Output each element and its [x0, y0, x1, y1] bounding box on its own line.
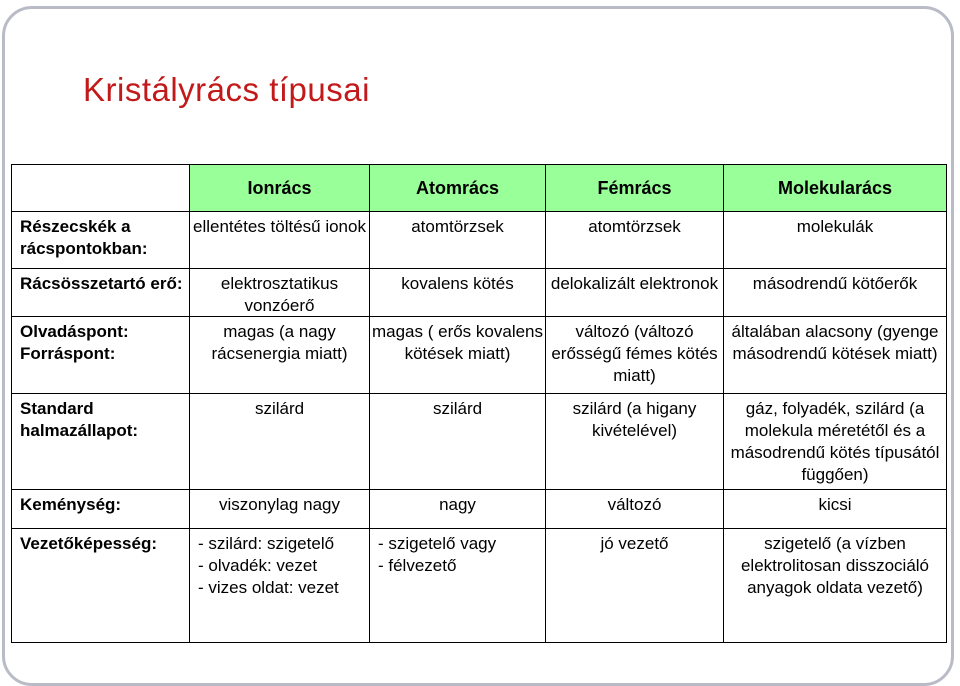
table-cell: szilárd	[190, 394, 370, 490]
table-cell: molekulák	[724, 212, 946, 269]
table-cell: másodrendű kötőerők	[724, 269, 946, 317]
table-cell: magas (a nagy rácsenergia miatt)	[190, 317, 370, 394]
table-cell: atomtörzsek	[546, 212, 724, 269]
table-cell: szilárd (a higany kivételével)	[546, 394, 724, 490]
row-label-state: Standard halmazállapot:	[12, 394, 190, 490]
column-header-atomic: Atomrács	[370, 165, 546, 212]
slide-title: Kristályrács típusai	[83, 71, 370, 108]
table-cell: ellentétes töltésű ionok	[190, 212, 370, 269]
column-header-ionic: Ionrács	[190, 165, 370, 212]
table-cell: kovalens kötés	[370, 269, 546, 317]
row-label-conductivity: Vezetőképesség:	[12, 529, 190, 642]
table-cell: nagy	[370, 490, 546, 529]
table-cell: jó vezető	[546, 529, 724, 642]
table-cell: elektrosztatikus vonzóerő	[190, 269, 370, 317]
table-cell: - szigetelő vagy - félvezető	[370, 529, 546, 642]
column-header-metallic: Fémrács	[546, 165, 724, 212]
table-cell: viszonylag nagy	[190, 490, 370, 529]
table-cell: szilárd	[370, 394, 546, 490]
table-cell: általában alacsony (gyenge másodrendű kötések miatt)	[724, 317, 946, 394]
table-cell: változó	[546, 490, 724, 529]
row-label-binding-force: Rácsösszetartó erő:	[12, 269, 190, 317]
table-cell: gáz, folyadék, szilárd (a molekula méretétől és a másodrendű kötés típusától függően)	[724, 394, 946, 490]
row-label-hardness: Keménység:	[12, 490, 190, 529]
table-cell: - szilárd: szigetelő - olvadék: vezet - vizes oldat: vezet	[190, 529, 370, 642]
row-label-particles: Részecskék a rácspontokban:	[12, 212, 190, 269]
crystal-lattice-table	[11, 164, 947, 643]
table-cell: magas ( erős kovalens kötések miatt)	[370, 317, 546, 394]
table-cell: szigetelő (a vízben elektrolitosan disszociáló anyagok oldata vezető)	[740, 534, 930, 597]
row-label-melting-point: Olvadáspont: Forráspont:	[12, 317, 190, 394]
table-cell: kicsi	[724, 490, 946, 529]
table-cell: delokalizált elektronok	[546, 269, 724, 317]
table-cell: változó (változó erősségű fémes kötés miatt)	[546, 317, 724, 394]
column-header-molecular: Molekularács	[724, 165, 946, 212]
table-corner	[12, 165, 190, 212]
table-cell: atomtörzsek	[370, 212, 546, 269]
